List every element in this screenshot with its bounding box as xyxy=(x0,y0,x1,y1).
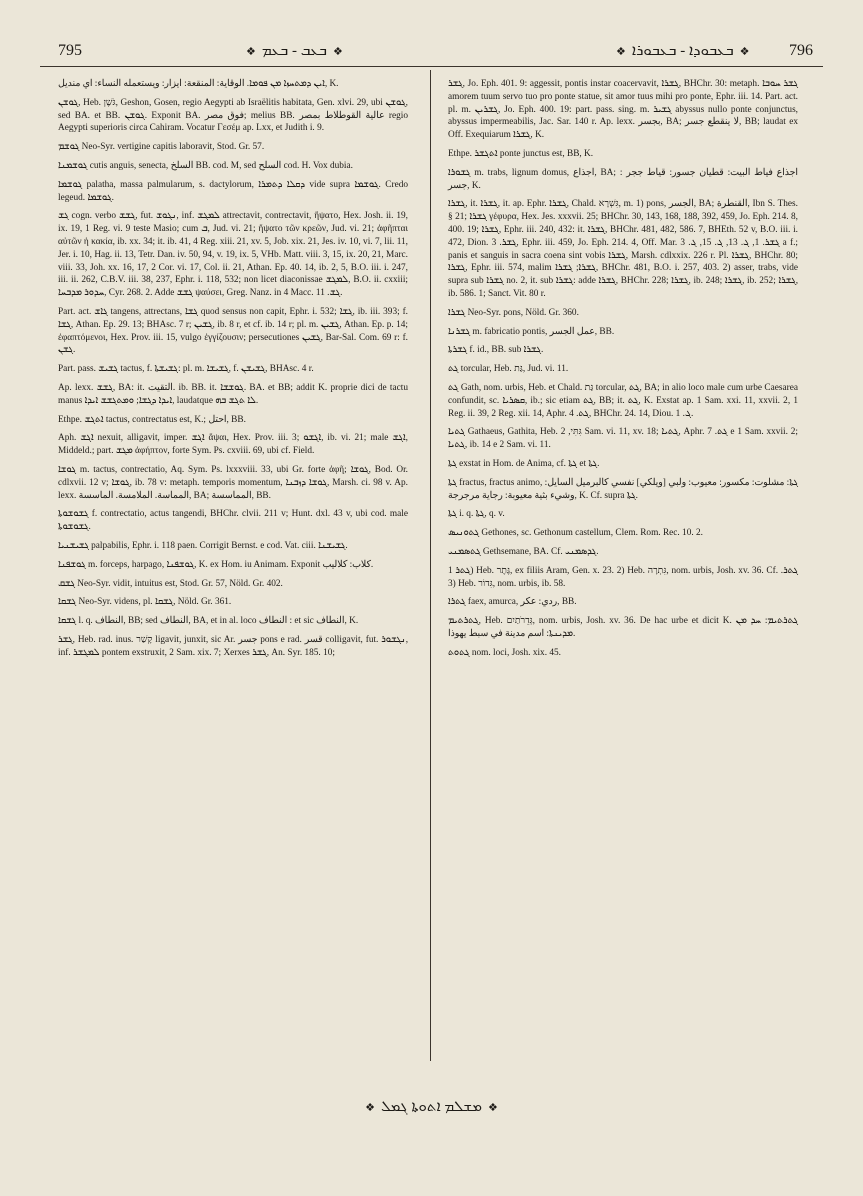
dictionary-entry: ܓܘܫܡ Neo-Syr. vertigine capitis laboravit, Stod. Gr. 57. xyxy=(58,142,265,153)
dictionary-entry: ܓܫܘܫܘܬܐ f. contrectatio, actus tangendi, BHChr. clvii. 211 v; Hunt. dxl. 43 v, ubi cod. male ܓܫܘܫܘܬܐ. xyxy=(58,509,408,533)
ornament-icon: ❖ xyxy=(488,1102,498,1114)
dictionary-entry: ܓܫܩ Neo-Syr. vidit, intuitus est, Stod. Gr. 57, Nöld. Gr. 402. xyxy=(58,578,283,589)
dictionary-entry: ܓܬܐ exstat in Hom. de Anima, cf. ܓܬܐ et ܓܬܐ. xyxy=(448,458,600,469)
dictionary-entry: ܓܬܝܐ Gathaeus, Gathita, Heb. גִּתִּי, 2 Sam. vi. 11, xv. 18; ܓܬܝܐ, Aphr. ܓܬ. 7 e 1 Sam. xxvii. 2; ܓܬܝܐ, ib. 14 e 2 Sam. vi. 11. xyxy=(448,427,799,451)
dictionary-entry: Ethpe. ܐܬܓܫܪ ponte junctus est, BB, K. xyxy=(448,148,594,159)
left-running-head xyxy=(240,42,349,60)
ornament-icon: ❖ xyxy=(365,1102,375,1114)
dictionary-entry: ܓܫܪܬܐ f. id., BB. sub ܓܫܪܐ. xyxy=(448,345,544,356)
dictionary-entry: ܓܫܪܐ, it. ܓܫܪܐ, it. ap. Ephr. ܓܫܪܐ, Chald. גִּשְׁרָא, m. 1) pons, الجسر, BA; القنطرة, Ibn S. Thes. § 21; ܓܫܪܐ γέφυρα, Hex. Jes. xxxvii. 25; BHChr. 30, 143, 168, 188, 392, 459, Jo. Eph. 214. 8, 400. 19; ܓܫܪܐ, Ephr. iii. 240, 432: it. ܓܫܪܐ, BHChr. 481, 482, 586. 7, BHEth. 52 v, B.O. iii. i. 472, Dion. ܓܫܪ. 3, Ephr. iii. 459, Jo. Eph. 214. 4, Off. Mar. ܓܫܪ. 1, ܓ. 13, ܓ. 15, ܓ. 3 a f.; panis et sanguis in sacra coena sint vobis ܓܫܪܐ, Marsh. cdlxxix. 226 r. Pl. ܓܫܪܐ, BHChr. 80; ܓܫܪܐ, Ephr. iii. 574, malim ܓܫܪܐ; ܓܫܪܐ, BHChr. 481, B.O. i. 257, 403. 2) asser, trabs, vide supra sub ܓܫܪܐ no. 2, it. sub ܓܫܪܐ: adde ܓܫܪܐ, BHChr. 228; ܓܫܪܐ, ib. 248; ܓܫܪܐ, ib. 252; ܓܫܪܐ, ib. 586. 1; Sanct. Vit. 80 r. xyxy=(448,199,799,299)
dictionary-entry: ܓܬܣܡܢܝ Gethsemane, BA. Cf. ܓܕܣܡܢܝ. xyxy=(448,546,599,557)
dictionary-entry: Aph. ܐܓܫ nexuit, alligavit, imper. ܐܓܫ ἅψαι, Hex. Prov. iii. 3; ܐܓܫܘ, ib. vi. 21; male ܐܓܫ, Middeld.; part. ܡܓܫ ἀφήπτον, forte Sym. Ps. cxviii. 69, ubi cf. Field. xyxy=(58,433,408,457)
dictionary-entry: ܓܬܪܬܝܡ, Heb. גְּדֵרֹתַיִם, nom. urbis, Josh. xv. 36. De hac urbe et dicit K. ܓܬܪܬܝܡ: ܚܕ ܡܢ ܡܕܝܢܬܐ: اسم مدينة في سبط يهوذا. xyxy=(448,616,798,639)
dictionary-entry: Ethpe. ܐܬܓܫ tactus, contrectatus est, K.; احتل, BB. xyxy=(58,414,246,425)
dictionary-entry: ܓܬܘܢܝܣ Gethones, sc. Gethonum castellum, Clem. Rom. Rec. 10. 2. xyxy=(448,528,703,539)
dictionary-entry: Part. pass. ܓܫܝܫ tactus, f. ܓܫܝܫܬܐ: pl. m. ܓܫܝܫܐ, f. ܓܫܝܫܢ, BHAsc. 4 r. xyxy=(58,364,314,375)
dictionary-entry: ܓܘܫܡܢܐ cutis anguis, senecta, السلخ BB. cod. M, sed السلح cod. H. Vox dubia. xyxy=(58,160,353,171)
dictionary-entry: ܓܫܩܐ l. q. النطاف, BB; sed النطاف, BA, et in al. loco النطاف : et sic النطاف, K. xyxy=(58,616,359,627)
column-divider xyxy=(430,70,431,1061)
dictionary-entry: ܐܝܢ ܕܡܬܚܙܐ ܡܢ ܦܘܡܐ. الوقاية: المنقعة: ايزار: ويستعمله النساء: اي منديل, K. xyxy=(58,79,339,89)
left-running-head-text: ܒܥܒ - ܒܥܡ xyxy=(261,43,328,59)
dictionary-entry: ܓܫܪ, Heb. rad. inus. קָשַׁר ligavit, junxit, sic Ar. جسر pons e rad. قسر colligavit, fut. ܢܓܫܘܪ, inf. ܠܡܓܫܪ pontem exstruxit, 2 Sam. xix. 7; Xerxes ܓܫܪ, An. Syr. 185. 10; xyxy=(58,634,409,658)
dictionary-entry: ܓܬܐ i. q. ܓܬܐ, q. v. xyxy=(448,509,505,520)
ornament-icon: ❖ xyxy=(246,46,256,58)
dictionary-entry: ܓܫܝܫܢܝܐ palpabilis, Ephr. i. 118 paen. Corrigit Bernst. e cod. Vat. ciii. ܓܫܝܫܢܐ. xyxy=(58,540,348,551)
dictionary-entry: ܓܘܫܐ m. tactus, contrectatio, Aq. Sym. Ps. lxxxviii. 33, ubi Gr. forte ἁφῆ; ܓܘܫܐ, Bod. Or. cdlxvii. 12 v; ܓܘܫܐ, ib. 78 v: metaph. temporis momentum, ܓܘܫܐ ܕܙܒܢܐ, Marsh. ci. 98 v. Ap. lexx. المماسة. الملامسة. الماسسة, BA; المماسسة, BB. xyxy=(58,464,409,501)
dictionary-entry: ܓܫܪܢܐ m. fabricatio pontis, عمل الجسر, BB. xyxy=(448,326,615,337)
dictionary-entry: ܓܬܘܬ nom. loci, Josh. xix. 45. xyxy=(448,647,561,658)
dictionary-entry: ܓܬܐ fractus, fractus animo, ܓܬܐ: مشلوت: مكسور: معيوب: ولبي [ويلكي] نفسي كالبرميل السايل: وشيء بثية معيوبة: رجاية مرجرجة, K. Cf. supra ܓܬܐ. xyxy=(448,477,798,501)
left-page-number: 795 xyxy=(58,42,82,59)
dictionary-entry: ܓܬ Gath, nom. urbis, Heb. et Chald. גַּת torcular, ܓܬ, BA; in alio loco male cum urbe Caesarea confundit, sc. ܩܣܪܝܐ, ib.; sic etiam ܓܬ, BB; it. ܓܬ, K. Exstat ap. 1 Sam. xxi. 11, xxvii. 2, 1 Reg. ii. 39, 2 Reg. xii. 14, Aphr. ܓܬ. 4, BHChr. 24. 14, Diou. ܓ. 1. xyxy=(448,382,798,419)
dictionary-entry: ܓܬ torcular, Heb. גַּת, Jud. vi. 11. xyxy=(448,364,569,375)
right-page-number: 796 xyxy=(789,42,813,59)
dictionary-entry: ܓܫ cogn. verbo ܓܫܫ, fut. ܢܓܘܫ, inf. ܠܡܓܫ attrectavit, contrectavit, ἥψατο, Hex. Josh. ii. 19, ix. 19, 1 Reg. vi. 9 teste Masio; cum ܒ, Jud. vi. 21; ἥψατο τῶν κρεῶν, Jud. vi. 21; ἀφῆπται αὐτῶν ἡ κακία, ib. xx. 34; it. ib. 41, 4 Reg. xiii. 21, xv. 5, Job. xix. 21, Jes. iv. 10, vi. 7, lii. 11, Jer. i. 10, Hag. ii. 13, Tetr. Dan. iv. 50, 94, v. 19, ix. 5, VHb. Matt. viii. 3, 15, ix. 20, 21, Marc. viii. 33, Joh. xx. 16, 17, 2 Cor. vi. 17, Col. ii. 21, Athan. Ep. 40. 14, ib. 2, 5, B.O. iii. i. 247, iii. ii. 262, C.B.V. iii. 38, 237, Ephr. i. 118, 532; non licet diaconissae ܠܡܓܫ, B.O. ii. cxxiii; ܚܕܘܪ ܡܕܒܚܐ, Cyr. 268. 2. Adde ܓܫܫ ψαύσει, Greg. Nanz. in 4 Macc. ܓܫ. 11. xyxy=(58,211,409,299)
dictionary-entry: ܓܫܪܐ Neo-Syr. pons, Nöld. Gr. 360. xyxy=(448,307,579,318)
dictionary-entry: ܓܬܪ 1) Heb. גֶּתֶר, ex filiis Aram, Gen. x. 23. 2) Heb. גִּתְרָה, nom. urbis, Josh. xv. 36. Cf. ܓܬܪ. 3) Heb. גִּדוֹר, nom. urbis, ib. 58. xyxy=(448,565,799,589)
dictionary-entry: ܓܘܫܡܐ palatha, massa palmularum, s. dactylorum, ܕܩܠܐ ܕܬܡܪܐ vide supra ܓܘܫܡܐ. Credo legeud. ܓܘܫܡܐ. xyxy=(58,179,409,203)
dictionary-entry: ܓܘܫܦܢܐ m. forceps, harpago, ܓܘܫܦܢܐ, K. ex Hom. iu Animam. Exponit كلاب: كلاليب. xyxy=(58,559,374,570)
dictionary-entry: ܓܫܪ, Jo. Eph. 401. 9: aggessit, pontis instar coacervavit, ܓܫܪܐ, BHChr. 30: metaph. ܓܫܪ ܚܘܒܐ amorem tuum servo tuo pro ponte statue, sit amor tuus mihi pro ponte, Ephr. iii. 14. Part. act. pl. m. ܓܫܪܝܢ, Jo. Eph. 400. 19: part. pass. sing. m. ܓܫܝܪ abyssus nullo ponte conjunctus, abyssus impermeabilis, Jac. Sar. 140 r. Ap. lexx. بجسر, BA; لا ينقطع جسر, BB; laudat ex Off. Exequiarum ܓܫܪܐ, K. xyxy=(448,79,799,141)
ornament-icon: ❖ xyxy=(616,46,626,58)
dictionary-entry: Part. act. ܓܐܫ tangens, attrectans, ܓܫܐ quod sensus non capit, Ephr. i. 532; ܓܫܐ, ib. iii. 393; f. ܓܫܐ, Athan. Ep. 29. 13; BHAsc. 7 r; ܓܫܝܢ, ib. 8 r, et cf. ib. 14 r; pl. m. ܓܫܝܢ, Athan. Ep. p. 14; ἐφαπτόμενοι, Hex. Prov. iii. 15, vulgo ἐγγίζουσιν; persecutiones ܓܫܝܢ, Bar-Sal. Com. 69 r: f. ܓܫܢ. xyxy=(58,306,409,356)
dictionary-entry: Ap. lexx. ܓܫܫ, BA: it. التقيت. ib. BB. it. ܓܘܫܫܐ. BA. et BB; addit K. proprie dici de tactu manus ܐܝܕܐ ܕܓܫܐ; ܘܡܬܓܫܫ ܐܝܕܐ, laudatque ܠܐ ܬܓܫ ܒܗ. xyxy=(58,382,409,406)
ornament-icon: ❖ xyxy=(333,46,343,58)
right-running-head-text: ܒܥܒܘܕܐ - ܒܥܒܘܪܐ xyxy=(631,43,734,59)
right-running-head xyxy=(610,42,756,60)
left-column xyxy=(58,78,408,665)
right-column xyxy=(448,78,798,665)
dictionary-entry: ܓܘܫܢ, Heb. גֹּשֶׁן, Geshon, Gosen, regio Aegypti ab Israëlitis habitata, Gen. xlvi. 29, ubi ܓܘܫܢ, sed BA. et BB. ܓܘܫܢ. Exponit BA. فوق مصر; melius BB. عالية القوطلاط بمصر regio Aegypti superioris circa Cahiram. Vocatur Γεσέμ ap. Lxx, et Judith i. 9. xyxy=(58,97,408,134)
page-header xyxy=(40,38,823,64)
page-footer xyxy=(0,1098,863,1116)
ornament-icon: ❖ xyxy=(739,46,750,58)
dictionary-entry: ܓܫܘܪܐ m. trabs, lignum domus, اجذاع, BA; اجذاع فياط البيت: قطيان جسور: قياط ججر : جسر, K. xyxy=(448,167,798,191)
dictionary-entry: ܓܬܪܐ faex, amurca, ردي: عكر, BB. xyxy=(448,597,577,608)
footer-text: ܡܫܠܡ ܐܬܘܬܐ ܓܡܠ xyxy=(380,1099,483,1115)
header-rule xyxy=(40,66,823,67)
dictionary-entry: ܓܫܩܐ Neo-Syr. videns, pl. ܓܫܩܐ, Nöld. Gr. 361. xyxy=(58,597,232,608)
